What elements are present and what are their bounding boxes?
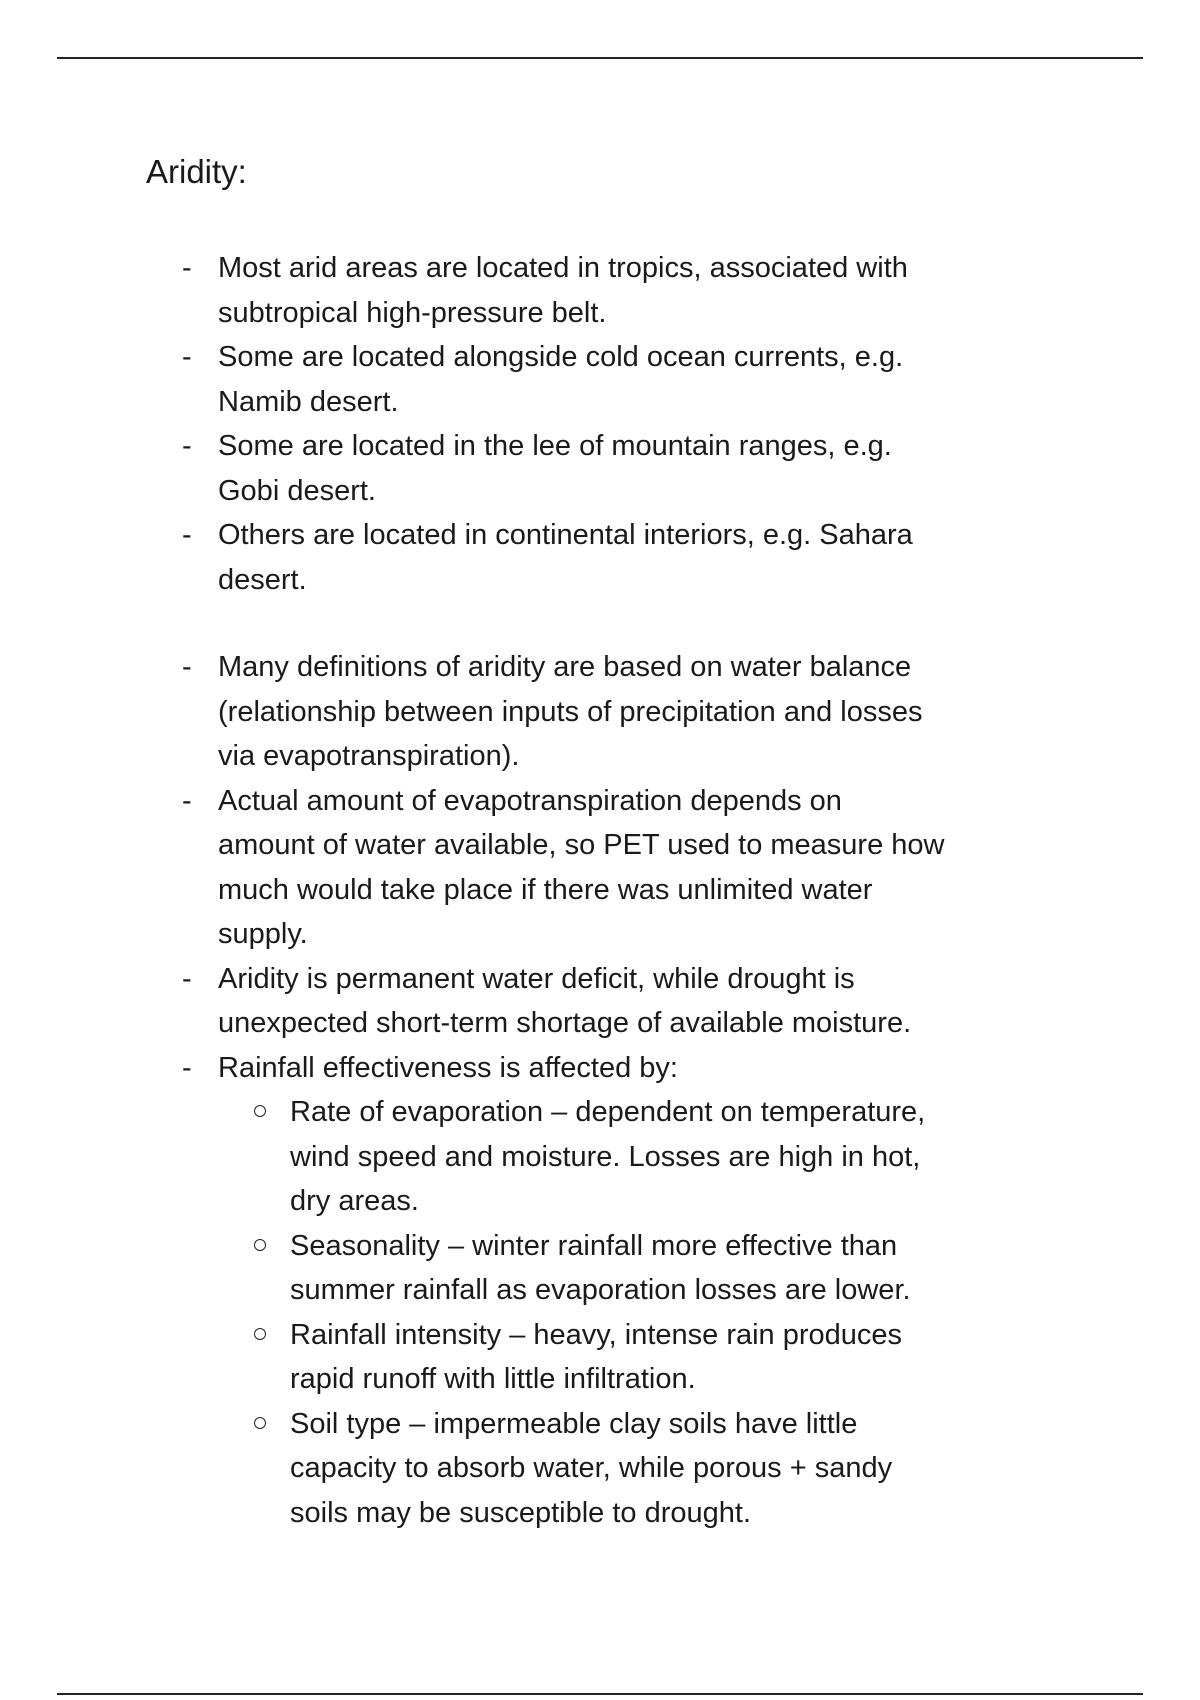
dash-bullet: - [182,430,192,462]
sub-list-item: Soil type – impermeable clay soils have little capacity to absorb water, while porous + sandy soils may be susceptible to drought. [218,1402,1066,1536]
list-item: - Others are located in continental interiors, e.g. Sahara desert. [146,513,1066,602]
header-rule [57,57,1143,59]
dash-bullet: - [182,962,192,995]
circle-bullet-icon [254,1328,266,1340]
list-item: - Rainfall effectiveness is affected by: Rate of evaporation – dependent on temperature, wind speed and moisture. Losses are high in hot, dry areas. Seasonality – winter rainfall more effective than summer rainfall as evaporation losses are lower. Rainfall intensity – heavy, intense rain produces rapid runoff with little infiltration. Soil type – impermeable clay soils have little capacity to absorb water, while porous + sandy soils may be susceptible to drought. [146,1046,1066,1536]
circle-bullet-icon [254,1239,266,1251]
page-title: Aridity: [146,153,247,190]
bullet-list-definitions [146,645,1066,1535]
dash-bullet: - [182,519,192,551]
dash-bullet: - [182,651,192,683]
sub-list-item: Seasonality – winter rainfall more effective than summer rainfall as evaporation losses are lower. [218,1224,1066,1313]
list-item: - Some are located alongside cold ocean currents, e.g. Namib desert. [146,335,1066,424]
circle-bullet-icon [254,1417,266,1429]
dash-bullet: - [182,341,192,373]
circle-bullet-icon [254,1105,266,1117]
footer-rule [57,1693,1143,1695]
list-item: - Most arid areas are located in tropics, associated with subtropical high-pressure belt. [146,246,1066,335]
list-item: - Actual amount of evapotranspiration depends on amount of water available, so PET used to measure how much would take place if there was unlimited water supply. [146,779,1066,957]
list-item: - Many definitions of aridity are based on water balance (relationship between inputs of precipitation and losses via evapotranspiration). [146,645,1066,779]
dash-bullet: - [182,784,192,817]
list-item: - Some are located in the lee of mountain ranges, e.g. Gobi desert. [146,424,1066,513]
sub-list-item: Rainfall intensity – heavy, intense rain produces rapid runoff with little infiltration. [218,1313,1066,1402]
list-item: - Aridity is permanent water deficit, while drought is unexpected short-term shortage of available moisture. [146,957,1066,1046]
dash-bullet: - [182,252,192,284]
bullet-list-locations [146,246,1066,602]
sub-bullet-list [218,1090,1066,1535]
sub-list-item: Rate of evaporation – dependent on temperature, wind speed and moisture. Losses are high in hot, dry areas. [218,1090,1066,1224]
dash-bullet: - [182,1051,192,1084]
